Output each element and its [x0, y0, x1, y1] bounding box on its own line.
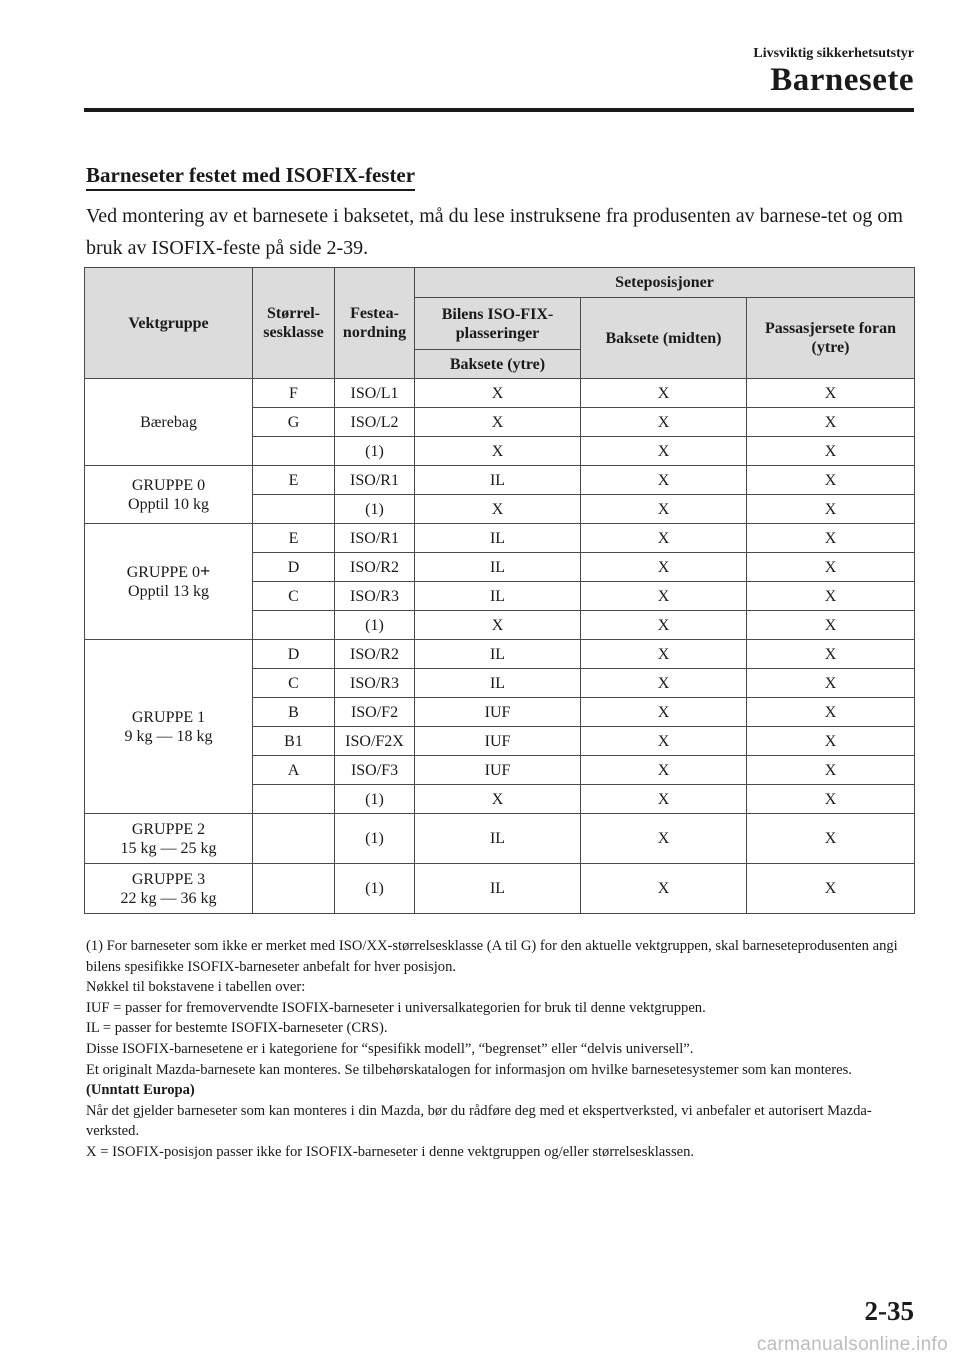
page-number: 2-35	[864, 1296, 914, 1326]
outer-cell: X	[415, 437, 581, 466]
table-row	[85, 864, 915, 914]
fixture-cell: ISO/R2	[335, 640, 415, 669]
size-cell	[253, 864, 335, 914]
note-original-seat: Et originalt Mazda-barnesete kan monteres. Se tilbehørskatalogen for informasjon om hvilke barnesetesystemer som kan monteres.	[86, 1061, 852, 1078]
outer-cell: X	[415, 495, 581, 524]
group-cell: GRUPPE 1 9 kg — 18 kg	[85, 640, 253, 814]
intro-paragraph: Ved montering av et barnesete i baksetet, må du lese instruksene fra produsenten av barnese-tet og om bruk av ISOFIX-feste på side 2-39.	[86, 205, 903, 259]
outer-cell: IL	[415, 814, 581, 864]
middle-cell: X	[581, 524, 747, 553]
table-row	[85, 466, 915, 495]
middle-cell: X	[581, 814, 747, 864]
middle-cell: X	[581, 864, 747, 914]
fixture-cell: (1)	[335, 814, 415, 864]
middle-cell: X	[581, 495, 747, 524]
fixture-cell: (1)	[335, 611, 415, 640]
fixture-cell: (1)	[335, 785, 415, 814]
header-section-label: Livsviktig sikkerhetsutstyr	[753, 46, 914, 61]
outer-cell: IL	[415, 640, 581, 669]
note-categories: Disse ISOFIX-barnesetene er i kategoriene for “spesifikk modell”, “begrenset” eller “delvis universell”.	[86, 1040, 694, 1057]
middle-cell: X	[581, 669, 747, 698]
group-cell: GRUPPE 2 15 kg — 25 kg	[85, 814, 253, 864]
outer-cell: IL	[415, 864, 581, 914]
outer-cell: IL	[415, 582, 581, 611]
watermark: carmanualsonline.info	[756, 1334, 948, 1355]
size-cell: G	[253, 408, 335, 437]
middle-cell: X	[581, 582, 747, 611]
fixture-cell: ISO/R2	[335, 553, 415, 582]
fixture-cell: (1)	[335, 495, 415, 524]
size-cell: D	[253, 553, 335, 582]
front-cell: X	[747, 553, 915, 582]
note-il: IL = passer for bestemte ISOFIX-barneseter (CRS).	[86, 1020, 388, 1037]
col-fixture-header: Festea-nordning	[335, 268, 415, 379]
col-rear-outer-header: Baksete (ytre)	[415, 350, 581, 379]
middle-cell: X	[581, 466, 747, 495]
front-cell: X	[747, 785, 915, 814]
size-cell	[253, 611, 335, 640]
size-cell	[253, 437, 335, 466]
middle-cell: X	[581, 785, 747, 814]
middle-cell: X	[581, 640, 747, 669]
middle-cell: X	[581, 553, 747, 582]
col-front-header: Passasjersete foran (ytre)	[747, 298, 915, 379]
table-row	[85, 640, 915, 669]
isofix-table	[84, 267, 915, 914]
outer-cell: IL	[415, 524, 581, 553]
group-cell: Bærebag	[85, 379, 253, 466]
fixture-cell: ISO/L1	[335, 379, 415, 408]
fixture-cell: ISO/L2	[335, 408, 415, 437]
table-notes	[86, 936, 918, 1163]
outer-cell: IL	[415, 553, 581, 582]
size-cell: B1	[253, 727, 335, 756]
outer-cell: IUF	[415, 698, 581, 727]
size-cell	[253, 785, 335, 814]
note-iuf: IUF = passer for fremovervendte ISOFIX-barneseter i universalkategorien for bruk til denne vektgruppen.	[86, 999, 706, 1016]
outer-cell: IL	[415, 466, 581, 495]
fixture-cell: (1)	[335, 437, 415, 466]
front-cell: X	[747, 495, 915, 524]
fixture-cell: ISO/R1	[335, 524, 415, 553]
front-cell: X	[747, 698, 915, 727]
size-cell: D	[253, 640, 335, 669]
size-cell: B	[253, 698, 335, 727]
front-cell: X	[747, 408, 915, 437]
size-cell	[253, 814, 335, 864]
note-x: X = ISOFIX-posisjon passer ikke for ISOFIX-barneseter i denne vektgruppen og/eller størrelsesklassen.	[86, 1143, 695, 1160]
table-row	[85, 524, 915, 553]
size-cell: C	[253, 582, 335, 611]
table-row	[85, 814, 915, 864]
fixture-cell: ISO/R1	[335, 466, 415, 495]
note-footnote-1: (1) For barneseter som ikke er merket med ISO/XX-størrelsesklasse (A til G) for den aktuelle vektgruppen, skal barneseteprodusenten angi bilens spesifikke ISOFIX-barneseter anbefalt for hver posisjon.	[86, 938, 898, 975]
note-key-intro: Nøkkel til bokstavene i tabellen over:	[86, 979, 306, 996]
middle-cell: X	[581, 408, 747, 437]
front-cell: X	[747, 582, 915, 611]
col-rear-middle-header: Baksete (midten)	[581, 298, 747, 379]
size-cell: A	[253, 756, 335, 785]
table-row	[85, 379, 915, 408]
col-size-header: Størrel-sesklasse	[253, 268, 335, 379]
header-title: Barnesete	[770, 62, 914, 98]
col-weight-header: Vektgruppe	[85, 268, 253, 379]
front-cell: X	[747, 611, 915, 640]
middle-cell: X	[581, 437, 747, 466]
middle-cell: X	[581, 756, 747, 785]
group-cell: GRUPPE 0 Opptil 10 kg	[85, 466, 253, 524]
outer-cell: IUF	[415, 727, 581, 756]
header-rule	[84, 108, 914, 112]
note-workshop: Når det gjelder barneseter som kan monteres i din Mazda, bør du rådføre deg med et ekspertverksted, vi anbefaler et autorisert Mazda-verksted.	[86, 1102, 872, 1140]
fixture-cell: ISO/R3	[335, 582, 415, 611]
front-cell: X	[747, 524, 915, 553]
front-cell: X	[747, 379, 915, 408]
outer-cell: X	[415, 785, 581, 814]
note-except-europe: (Unntatt Europa)	[86, 1082, 195, 1099]
middle-cell: X	[581, 698, 747, 727]
fixture-cell: ISO/F2	[335, 698, 415, 727]
outer-cell: X	[415, 379, 581, 408]
front-cell: X	[747, 640, 915, 669]
outer-cell: X	[415, 611, 581, 640]
fixture-cell: ISO/F2X	[335, 727, 415, 756]
fixture-cell: (1)	[335, 864, 415, 914]
front-cell: X	[747, 437, 915, 466]
col-positions-header: Seteposisjoner	[415, 268, 915, 298]
front-cell: X	[747, 814, 915, 864]
size-cell	[253, 495, 335, 524]
front-cell: X	[747, 669, 915, 698]
outer-cell: IUF	[415, 756, 581, 785]
front-cell: X	[747, 466, 915, 495]
group-cell: GRUPPE 3 22 kg — 36 kg	[85, 864, 253, 914]
size-cell: E	[253, 466, 335, 495]
fixture-cell: ISO/F3	[335, 756, 415, 785]
plus-icon: +	[200, 561, 211, 581]
outer-cell: X	[415, 408, 581, 437]
middle-cell: X	[581, 611, 747, 640]
front-cell: X	[747, 727, 915, 756]
section-heading: Barneseter festet med ISOFIX-fester	[86, 163, 415, 191]
middle-cell: X	[581, 727, 747, 756]
middle-cell: X	[581, 379, 747, 408]
size-cell: E	[253, 524, 335, 553]
outer-cell: IL	[415, 669, 581, 698]
fixture-cell: ISO/R3	[335, 669, 415, 698]
size-cell: F	[253, 379, 335, 408]
front-cell: X	[747, 864, 915, 914]
size-cell: C	[253, 669, 335, 698]
group-cell: GRUPPE 0+ Opptil 13 kg	[85, 524, 253, 640]
front-cell: X	[747, 756, 915, 785]
col-iso-header: Bilens ISO-FIX-plasseringer	[415, 298, 581, 350]
